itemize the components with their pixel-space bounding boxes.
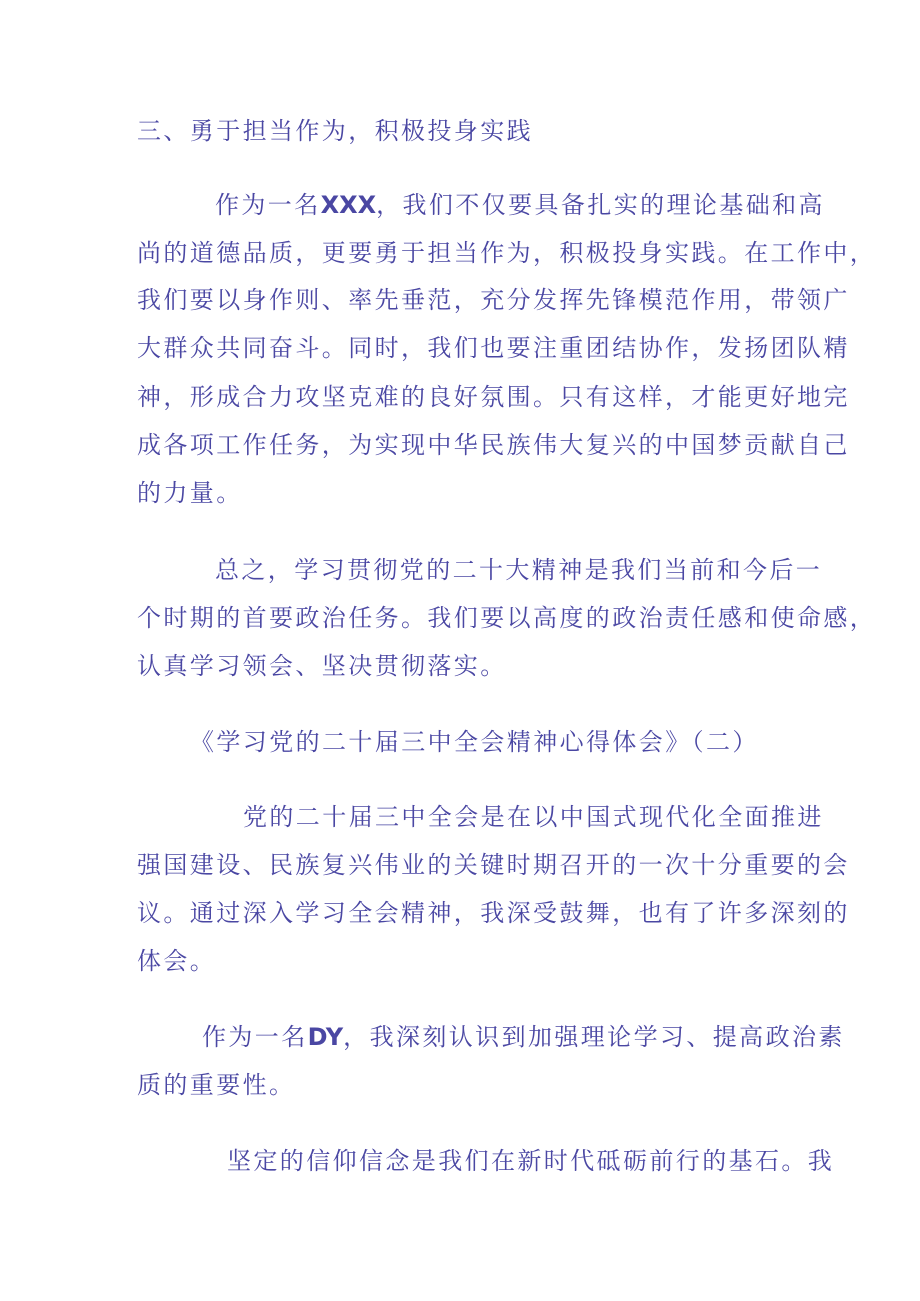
paragraph-4-line-2: 质的重要性。 [137,1071,296,1099]
paragraph-1-line-5: 神，形成合力攻坚克难的良好氛围。只有这样，才能更好地完 [137,383,850,411]
para1-text-pre: 作为一名 [215,191,321,219]
paragraph-1-line-4: 大群众共同奋斗。同时，我们也要注重团结协作，发扬团队精 [137,334,850,362]
paragraph-5-line-1: 坚定的信仰信念是我们在新时代砥砺前行的基石。我 [227,1147,835,1175]
para1-bold-term: XXX [320,191,377,219]
para1-text-post: ，我们不仅要具备扎实的理论基础和高 [376,191,825,219]
para4-text-pre: 作为一名 [202,1023,308,1051]
paragraph-3-line-1: 党的二十届三中全会是在以中国式现代化全面推进 [243,803,824,831]
paragraph-1-line-1 [215,190,825,220]
paragraph-1-line-3: 我们要以身作则、率先垂范，充分发挥先锋模范作用，带领广 [137,286,850,314]
paragraph-2-line-3: 认真学习领会、坚决贯彻落实。 [137,652,507,680]
para4-bold-term: DY [307,1023,344,1051]
paragraph-1-line-7: 的力量。 [137,479,243,507]
paragraph-2-line-1: 总之，学习贯彻党的二十大精神是我们当前和今后一 [215,556,823,584]
paragraph-1-line-6: 成各项工作任务，为实现中华民族伟大复兴的中国梦贡献自己 [137,431,850,459]
paragraph-2-line-2: 个时期的首要政治任务。我们要以高度的政治责任感和使命感， [137,604,877,632]
section-heading: 三、勇于担当作为，积极投身实践 [137,117,533,145]
article-title: 《学习党的二十届三中全会精神心得体会》（二） [190,728,759,756]
para4-text-post: ，我深刻认识到加强理论学习、提高政治素 [343,1023,845,1051]
paragraph-3-line-2: 强国建设、民族复兴伟业的关键时期召开的一次十分重要的会 [137,851,850,879]
paragraph-1-line-2: 尚的道德品质，更要勇于担当作为，积极投身实践。在工作中， [137,239,877,267]
paragraph-3-line-3: 议。通过深入学习全会精神，我深受鼓舞，也有了许多深刻的 [137,899,850,927]
paragraph-4-line-1 [202,1022,845,1052]
paragraph-3-line-4: 体会。 [137,947,217,975]
